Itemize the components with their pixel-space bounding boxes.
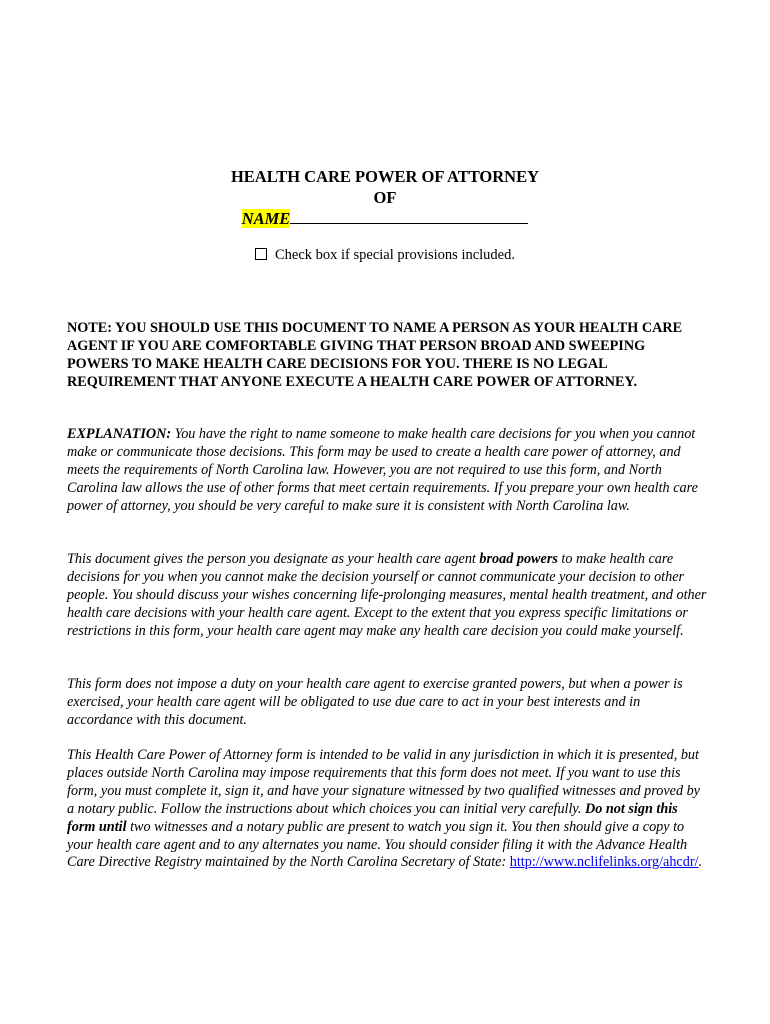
explanation-text: You have the right to name someone to make health care decisions for you when you cannot make or communicate those decisions. This form may be used to create a health care power of attorney, and meets the requirements of North Carolina law. However, you are not required to use this form, and North Carolina law allows the use of other forms that meet certain requirements. If you prepare your own health care power of attorney, you should be very careful to make sure it is consistent with North Carolina law. [67,426,698,514]
para2-after: to make health care decisions for you when you cannot make the decision yourself or cannot communicate your decision to other people. You should discuss your wishes concerning life-prolonging measures, mental health treatment, and other health care decisions with your health care agent. Except to the extent that you express specific limitations or restrictions in this form, your health care agent may make any health care decision you could make yourself. [67,551,707,639]
registry-link[interactable]: http://www.nclifelinks.org/ahcdr/ [509,854,699,871]
para4-before: This Health Care Power of Attorney form is intended to be valid in any jurisdiction in which it is presented, but places outside North Carolina may impose requirements that this form does not meet. If you want to use this form, you must complete it, sign it, and have your signature witnessed by two qualified witnesses and proved by a notary public. Follow the instructions about which choices you can initial very carefully. [67,747,700,817]
duty-paragraph: This form does not impose a duty on your health care agent to exercise granted powers, but when a power is exercised, your health care agent will be obligated to use due care to act in your best interests and in accordance with this document. [67,676,683,728]
para4-end: . [698,854,703,871]
do-not-sign-emphasis: Do not sign this form until [67,800,678,835]
broad-powers-paragraph [67,551,707,641]
para4-after: two witnesses and a notary public are present to watch you sign it. You then should give a copy to your health care agent and to any alternates you name. You should consider filing it with the Advance Health Care Directive Registry maintained by the North Carolina Secretary of State: [67,818,688,871]
name-field-row [0,207,770,230]
validity-paragraph [67,747,707,872]
name-blank-line[interactable] [290,207,528,224]
special-provisions-row [0,246,770,264]
special-provisions-checkbox[interactable] [255,248,267,260]
special-provisions-label: Check box if special provisions included. [274,247,515,263]
name-label: NAME [241,209,291,228]
broad-powers-emphasis: broad powers [479,551,558,567]
explanation-label: EXPLANATION: [67,426,172,442]
document-title-of: OF [373,188,397,207]
document-title: HEALTH CARE POWER OF ATTORNEY [230,167,540,186]
para2-before: This document gives the person you designate as your health care agent [67,551,480,567]
note-paragraph: NOTE: YOU SHOULD USE THIS DOCUMENT TO NAME A PERSON AS YOUR HEALTH CARE AGENT IF YOU ARE COMFORTABLE GIVING THAT PERSON BROAD AND SWEEPING POWERS TO MAKE HEALTH CARE DECISIONS FOR YOU. THERE IS NO LEGAL REQUIREMENT THAT ANYONE EXECUTE A HEALTH CARE POWER OF ATTORNEY. [67,320,683,390]
explanation-paragraph [67,426,707,516]
